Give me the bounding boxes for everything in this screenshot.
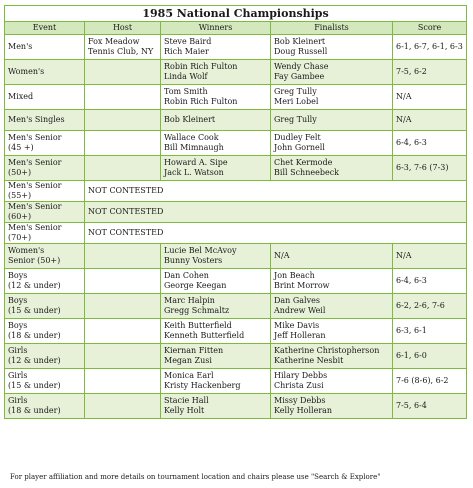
event-cell: [5, 369, 85, 394]
host-cell: [85, 394, 161, 419]
table-row: [5, 85, 467, 110]
cell-line: Monica Earl: [164, 371, 214, 380]
host-cell: [85, 60, 161, 85]
cell-line: Jeff Holleran: [274, 331, 326, 340]
event-cell: [5, 319, 85, 344]
cell-line: Rich Maier: [164, 47, 209, 56]
winners-cell: [161, 344, 271, 369]
header-row: [5, 22, 467, 35]
event-cell: [5, 223, 85, 244]
cell-line: Men's Senior: [8, 181, 62, 190]
table-row: [5, 369, 467, 394]
finalists-cell: [271, 294, 393, 319]
host-cell: [85, 85, 161, 110]
cell-line: Mixed: [8, 92, 34, 101]
cell-line: Gregg Schmaltz: [164, 306, 230, 315]
cell-line: Tennis Club, NY: [88, 47, 154, 56]
cell-line: Wallace Cook: [164, 133, 219, 142]
table-row: [5, 223, 467, 244]
table-row: [5, 294, 467, 319]
host-cell: [85, 369, 161, 394]
cell-line: Men's Senior: [8, 202, 62, 211]
cell-line: Lucie Bel McAvoy: [164, 246, 237, 255]
cell-line: Kelly Holleran: [274, 406, 333, 415]
winners-cell: [161, 85, 271, 110]
cell-line: Doug Russell: [274, 47, 328, 56]
event-cell: [5, 294, 85, 319]
event-cell: [5, 394, 85, 419]
not-contested-cell: NOT CONTESTED: [85, 202, 467, 223]
score-cell: 6-4, 6-3: [393, 269, 467, 294]
score-cell: 6-1, 6-7, 6-1, 6-3: [393, 35, 467, 60]
host-cell: [85, 244, 161, 269]
host-cell: [85, 156, 161, 181]
table-row: [5, 35, 467, 60]
host-cell: [85, 344, 161, 369]
event-cell: [5, 85, 85, 110]
cell-line: Christa Zusi: [274, 381, 324, 390]
table-row: [5, 131, 467, 156]
cell-line: Girls: [8, 396, 28, 405]
cell-line: (12 & under): [8, 281, 61, 290]
cell-line: Tom Smith: [164, 87, 208, 96]
finalists-cell: [271, 244, 393, 269]
cell-line: (15 & under): [8, 306, 61, 315]
finalists-cell: [271, 131, 393, 156]
cell-line: Brint Morrow: [274, 281, 330, 290]
winners-cell: [161, 156, 271, 181]
footnote: For player affiliation and more details on tournament location and chairs please use "Search & Explore": [10, 473, 381, 481]
championships-table-container: [4, 5, 466, 419]
cell-line: Fox Meadow: [88, 37, 140, 46]
winners-cell: [161, 369, 271, 394]
finalists-cell: [271, 60, 393, 85]
cell-line: Bunny Vosters: [164, 256, 223, 265]
event-cell: [5, 269, 85, 294]
cell-line: Boys: [8, 321, 28, 330]
cell-line: Greg Tully: [274, 115, 317, 124]
table-row: [5, 181, 467, 202]
cell-line: Bob Kleinert: [164, 115, 216, 124]
host-cell: [85, 110, 161, 131]
host-cell: [85, 294, 161, 319]
event-cell: [5, 181, 85, 202]
winners-cell: [161, 394, 271, 419]
cell-line: Men's Senior: [8, 158, 62, 167]
cell-line: (15 & under): [8, 381, 61, 390]
winners-cell: [161, 60, 271, 85]
cell-line: (70+): [8, 233, 32, 242]
score-cell: N/A: [393, 110, 467, 131]
championships-table: [4, 5, 467, 419]
event-cell: [5, 131, 85, 156]
cell-line: Men's: [8, 42, 33, 51]
cell-line: Kenneth Butterfield: [164, 331, 245, 340]
table-row: [5, 394, 467, 419]
cell-line: Kristy Hackenberg: [164, 381, 241, 390]
cell-line: Women's: [8, 246, 45, 255]
not-contested-cell: NOT CONTESTED: [85, 181, 467, 202]
cell-line: Mike Davis: [274, 321, 320, 330]
cell-line: (50+): [8, 168, 32, 177]
cell-line: (45 +): [8, 143, 34, 152]
cell-line: Jack L. Watson: [164, 168, 224, 177]
winners-cell: [161, 319, 271, 344]
table-row: [5, 60, 467, 85]
cell-line: Missy Debbs: [274, 396, 326, 405]
score-cell: 6-3, 7-6 (7-3): [393, 156, 467, 181]
score-cell: 6-2, 2-6, 7-6: [393, 294, 467, 319]
cell-line: (18 & under): [8, 331, 61, 340]
cell-line: Bill Mimnaugh: [164, 143, 224, 152]
winners-cell: [161, 35, 271, 60]
cell-line: Senior (50+): [8, 256, 61, 265]
table-row: [5, 344, 467, 369]
cell-line: Boys: [8, 271, 28, 280]
cell-line: Kelly Holt: [164, 406, 205, 415]
cell-line: Andrew Weil: [274, 306, 326, 315]
cell-line: Bill Schneebeck: [274, 168, 340, 177]
cell-line: Dan Galves: [274, 296, 320, 305]
host-cell: [85, 319, 161, 344]
event-cell: [5, 110, 85, 131]
winners-cell: [161, 269, 271, 294]
cell-line: (55+): [8, 191, 32, 200]
cell-line: Boys: [8, 296, 28, 305]
cell-line: Greg Tully: [274, 87, 317, 96]
host-cell: [85, 35, 161, 60]
host-cell: [85, 269, 161, 294]
cell-line: Jon Beach: [274, 271, 315, 280]
cell-line: N/A: [274, 251, 290, 260]
cell-line: John Gornell: [274, 143, 325, 152]
winners-cell: [161, 131, 271, 156]
header-score: Score: [393, 22, 467, 35]
table-row: [5, 156, 467, 181]
cell-line: Keith Butterfield: [164, 321, 232, 330]
winners-cell: [161, 110, 271, 131]
cell-line: Wendy Chase: [274, 62, 329, 71]
score-cell: 7-6 (8-6), 6-2: [393, 369, 467, 394]
cell-line: Kiernan Fitten: [164, 346, 224, 355]
cell-line: Marc Halpin: [164, 296, 215, 305]
cell-line: Girls: [8, 371, 28, 380]
score-cell: 7-5, 6-4: [393, 394, 467, 419]
cell-line: (18 & under): [8, 406, 61, 415]
score-cell: N/A: [393, 244, 467, 269]
event-cell: [5, 202, 85, 223]
cell-line: George Keegan: [164, 281, 227, 290]
event-cell: [5, 156, 85, 181]
winners-cell: [161, 294, 271, 319]
cell-line: Girls: [8, 346, 28, 355]
finalists-cell: [271, 394, 393, 419]
score-cell: 6-4, 6-3: [393, 131, 467, 156]
table-row: [5, 319, 467, 344]
cell-line: Hilary Debbs: [274, 371, 328, 380]
cell-line: Stacie Hall: [164, 396, 209, 405]
cell-line: Dan Cohen: [164, 271, 209, 280]
cell-line: Bob Kleinert: [274, 37, 326, 46]
cell-line: Katherine Nesbit: [274, 356, 344, 365]
finalists-cell: [271, 269, 393, 294]
cell-line: Linda Wolf: [164, 72, 208, 81]
score-cell: 6-1, 6-0: [393, 344, 467, 369]
cell-line: Steve Baird: [164, 37, 212, 46]
cell-line: Men's Senior: [8, 223, 62, 232]
finalists-cell: [271, 319, 393, 344]
header-finalists: Finalists: [271, 22, 393, 35]
event-cell: [5, 35, 85, 60]
table-row: [5, 110, 467, 131]
cell-line: Howard A. Sipe: [164, 158, 228, 167]
not-contested-cell: NOT CONTESTED: [85, 223, 467, 244]
cell-line: Fay Gambee: [274, 72, 325, 81]
cell-line: Megan Zusi: [164, 356, 212, 365]
finalists-cell: [271, 344, 393, 369]
event-cell: [5, 244, 85, 269]
finalists-cell: [271, 35, 393, 60]
cell-line: (60+): [8, 212, 32, 221]
event-cell: [5, 344, 85, 369]
cell-line: Men's Singles: [8, 115, 65, 124]
cell-line: Men's Senior: [8, 133, 62, 142]
finalists-cell: [271, 85, 393, 110]
finalists-cell: [271, 369, 393, 394]
cell-line: Chet Kermode: [274, 158, 333, 167]
cell-line: Robin Rich Fulton: [164, 97, 238, 106]
score-cell: 7-5, 6-2: [393, 60, 467, 85]
table-row: [5, 244, 467, 269]
table-row: [5, 202, 467, 223]
cell-line: Dudley Felt: [274, 133, 321, 142]
cell-line: Meri Lobel: [274, 97, 319, 106]
cell-line: Women's: [8, 67, 45, 76]
finalists-cell: [271, 156, 393, 181]
table-title: 1985 National Championships: [5, 6, 467, 22]
header-event: Event: [5, 22, 85, 35]
finalists-cell: [271, 110, 393, 131]
event-cell: [5, 60, 85, 85]
host-cell: [85, 131, 161, 156]
header-winners: Winners: [161, 22, 271, 35]
cell-line: (12 & under): [8, 356, 61, 365]
winners-cell: [161, 244, 271, 269]
cell-line: Katherine Christopherson: [274, 346, 380, 355]
score-cell: 6-3, 6-1: [393, 319, 467, 344]
cell-line: Robin Rich Fulton: [164, 62, 238, 71]
score-cell: N/A: [393, 85, 467, 110]
header-host: Host: [85, 22, 161, 35]
table-row: [5, 269, 467, 294]
